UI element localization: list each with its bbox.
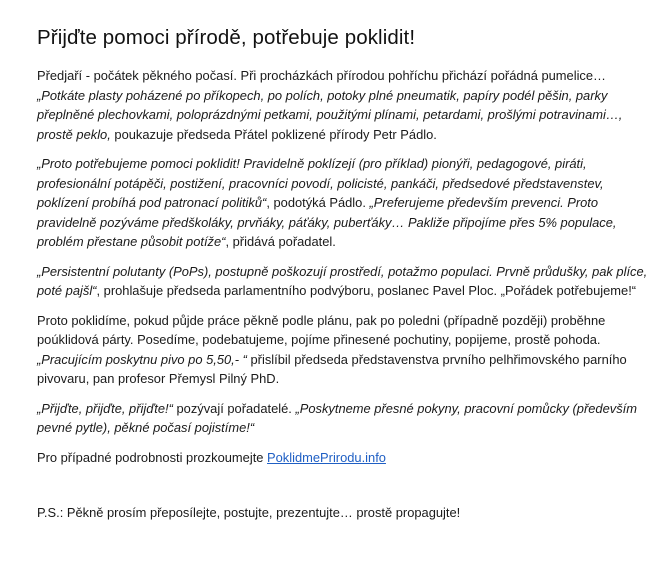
beer-attribution: přislíbil předseda představenstva prvního pelhřimovského parního pivovaru, pan profesor Přemysl Pilný PhD. <box>37 351 627 386</box>
pollutants-attribution: , prohlašuje předseda parlamentního podvýboru, poslanec Pavel Ploc. <box>96 283 501 298</box>
invitation-attribution: pozývají pořadatelé. <box>172 400 296 416</box>
intro-attribution: poukazuje předseda Přátel poklizené přírody Petr Pádlo. <box>110 126 437 142</box>
order-quote: „Pořádek potřebujeme!“ <box>500 283 637 298</box>
website-link[interactable]: PoklidmePrirodu.info <box>267 449 386 465</box>
volunteers-quote: „Proto potřebujeme pomoci poklidit! Pravidelně poklízejí (pro příklad) pionýři, pedagogové, piráti, profesionální potápěči, postižení, pracovníci povodí, policisté, pankáči, předsedové představenstev, poklízení probíhá pod patronací politiků“ <box>37 156 604 210</box>
paragraph-volunteers <box>37 154 648 252</box>
invitation-quote: „Přijďte, přijďte, přijďte!“ <box>37 400 173 416</box>
paragraph-intro <box>37 66 648 144</box>
paragraph-details <box>37 448 648 468</box>
intro-quote: „Potkáte plasty poházené po příkopech, po polích, potoky plné pneumatik, papíry podél pěšin, parky přeplněné plechovkami, poloprázdnými petkami, použitými plínami, petardami, prošlými potravinami…, prostě peklo, <box>37 87 623 142</box>
paragraph-pollutants <box>37 262 648 301</box>
paragraph-party <box>37 311 648 389</box>
prevention-quote: „Preferujeme především prevenci. Proto pravidelně pozýváme předškoláky, prvňáky, páťáky, puberťáky… Pakliže připojíme přes 5% populace, problém přestane působit potíže“ <box>37 195 617 249</box>
instructions-quote: „Poskytneme přesné pokyny, pracovní pomůcky (především pevné pytle), pěkné počasí pojistíme!“ <box>37 400 637 435</box>
page-title: Přijďte pomoci přírodě, potřebuje poklidit! <box>37 26 416 49</box>
paragraph-invitation <box>37 399 648 438</box>
volunteers-attribution: , podotýká Pádlo. <box>266 195 370 210</box>
details-text: Pro případné podrobnosti prozkoumejte <box>37 449 268 465</box>
beer-quote: „Pracujícím poskytnu pivo po 5,50,- “ <box>37 351 247 367</box>
pollutants-quote: „Persistentní polutanty (PoPs), postupně poškozují prostředí, potažmo populaci. Prvně průdušky, pak plíce, poté pajšl“ <box>37 263 648 298</box>
intro-text: Předjaří - počátek pěkného počasí. Při procházkách přírodou pohříchu přichází pořádná pumelice… <box>37 68 606 83</box>
party-text: Proto poklidíme, pokud půjde práce pěkně podle plánu, pak po poledni (případně později) proběhne poúklidová párty. Posedíme, podebatujeme, pojíme přinesené pochutiny, popijeme, prostě pohoda. <box>37 312 606 347</box>
postscript: P.S.: Pěkně prosím přeposílejte, postujte, prezentujte… prostě propagujte! <box>37 505 461 520</box>
prevention-attribution: , přidává pořadatel. <box>225 234 336 249</box>
